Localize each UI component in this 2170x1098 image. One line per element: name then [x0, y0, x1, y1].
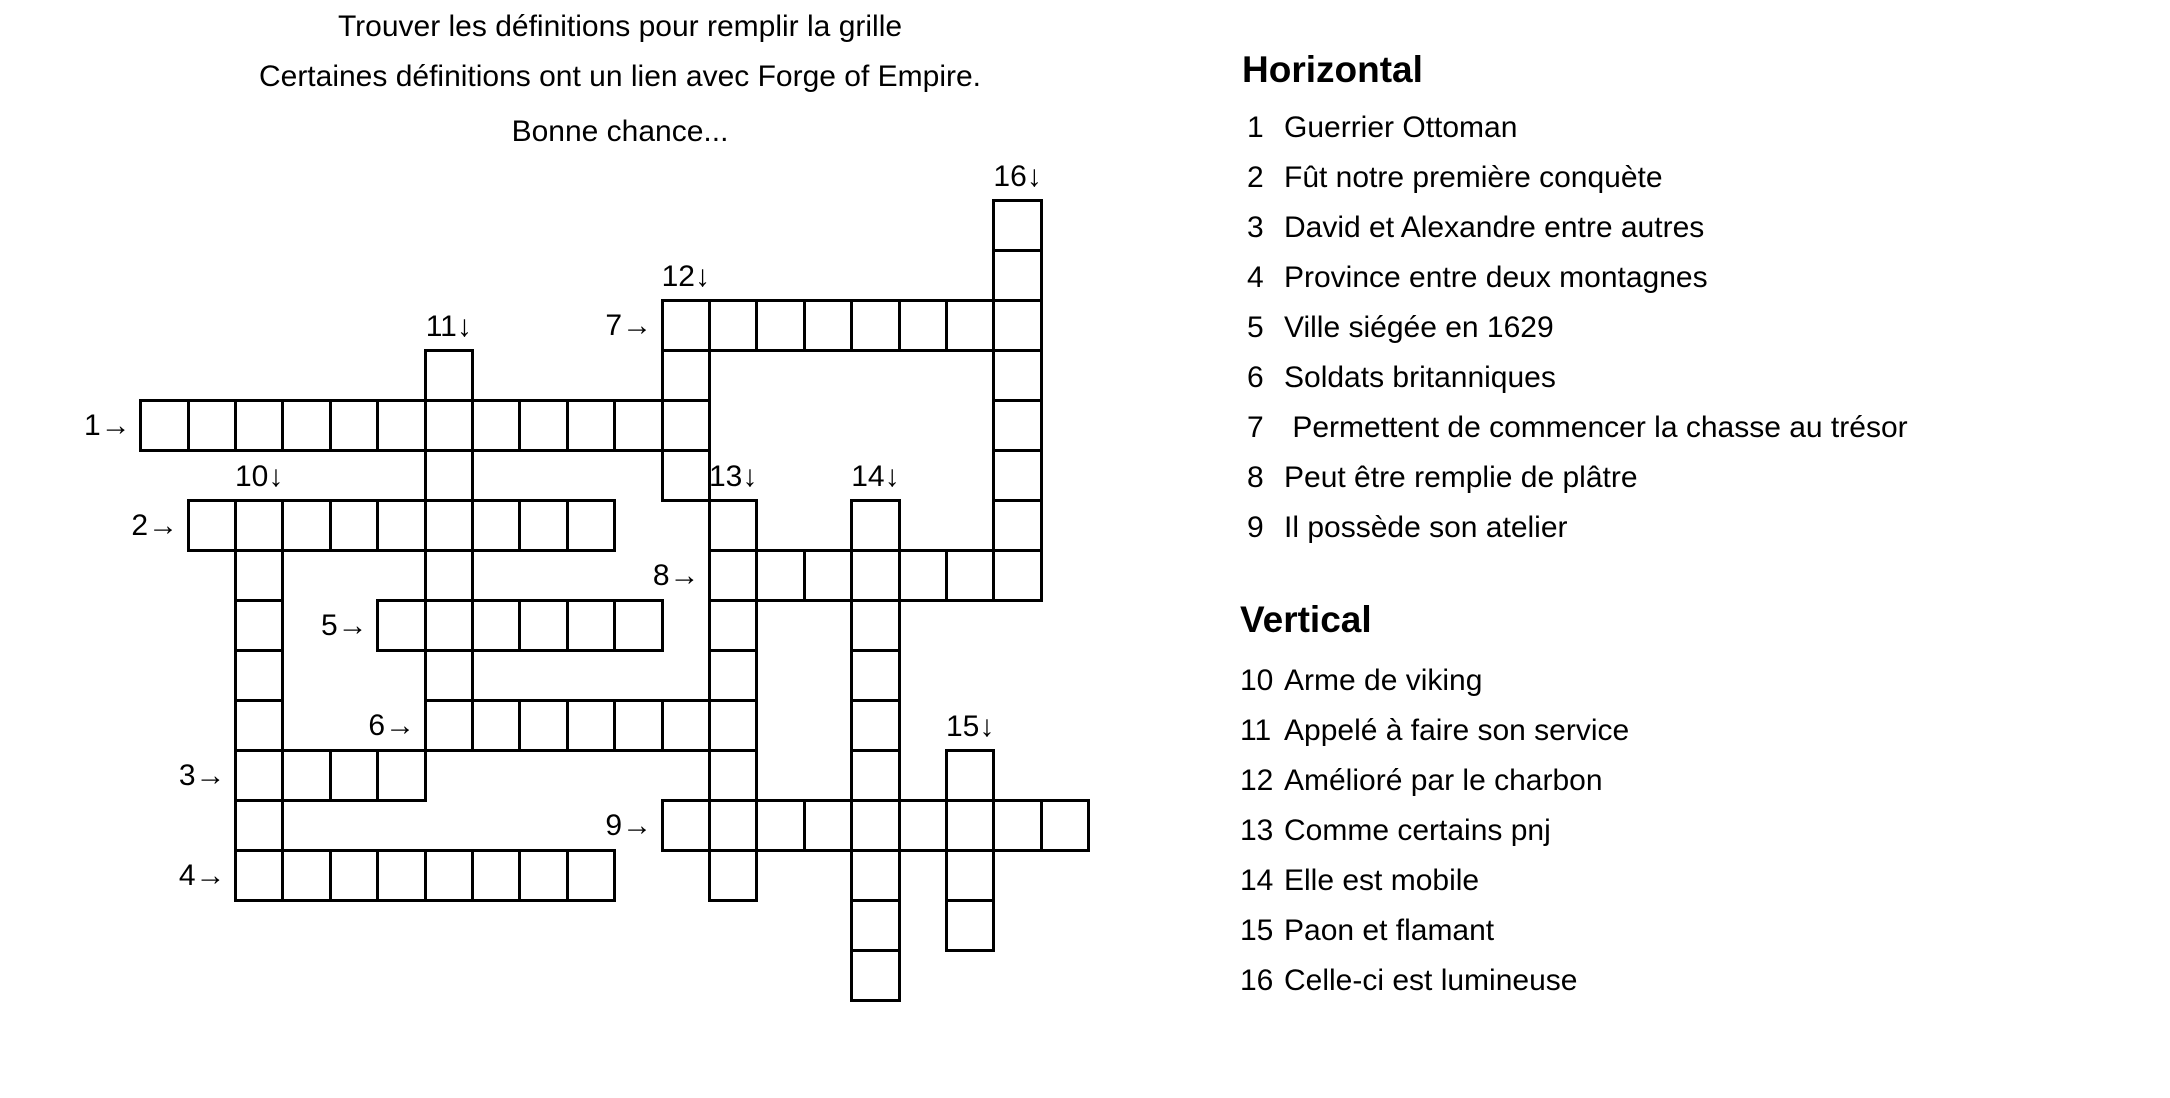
clue-text: David et Alexandre entre autres — [1284, 211, 1705, 244]
grid-cell[interactable] — [850, 649, 900, 702]
down-word-label: 16↓ — [993, 159, 1042, 193]
down-word-label: 11↓ — [425, 309, 472, 343]
across-word-label: 3→ — [178, 758, 226, 792]
grid-cell[interactable] — [471, 699, 521, 752]
clue-text: Permettent de commencer la chasse au trésor — [1284, 411, 1908, 444]
clue-item — [1240, 656, 2140, 706]
grid-cell[interactable] — [376, 599, 426, 652]
grid-cell[interactable] — [945, 849, 995, 902]
clue-number: 7 — [1247, 411, 1264, 444]
grid-cell[interactable] — [187, 499, 237, 552]
grid-cell[interactable] — [850, 899, 900, 952]
grid-cell[interactable] — [187, 399, 237, 452]
grid-cell[interactable] — [661, 299, 711, 352]
clue-number: 13 — [1240, 814, 1274, 847]
clue-text: Paon et flamant — [1284, 914, 1495, 947]
grid-cell[interactable] — [850, 299, 900, 352]
down-clues-heading: Vertical — [1240, 599, 1372, 640]
clue-item — [1240, 906, 2140, 956]
down-word-label: 13↓ — [709, 459, 758, 493]
grid-cell[interactable] — [424, 649, 474, 702]
grid-cell[interactable] — [566, 399, 616, 452]
clue-item — [1240, 503, 2140, 553]
grid-cell[interactable] — [898, 299, 948, 352]
grid-cell[interactable] — [376, 849, 426, 902]
across-word-label: 1→ — [84, 408, 131, 442]
grid-cell[interactable] — [992, 799, 1042, 852]
grid-cell[interactable] — [424, 549, 474, 602]
grid-cell[interactable] — [708, 649, 758, 702]
clue-number: 4 — [1247, 261, 1264, 294]
grid-cell[interactable] — [850, 949, 900, 1002]
clue-number: 9 — [1247, 511, 1264, 544]
grid-cell[interactable] — [708, 599, 758, 652]
grid-cell[interactable] — [613, 699, 663, 752]
grid-cell[interactable] — [850, 849, 900, 902]
grid-cell[interactable] — [471, 599, 521, 652]
across-word-label: 7→ — [605, 308, 653, 342]
grid-cell[interactable] — [850, 799, 900, 852]
grid-cell[interactable] — [424, 849, 474, 902]
grid-cell[interactable] — [234, 499, 284, 552]
clue-text: Amélioré par le charbon — [1284, 764, 1603, 797]
grid-cell[interactable] — [945, 799, 995, 852]
grid-cell[interactable] — [281, 749, 331, 802]
grid-cell[interactable] — [803, 299, 853, 352]
grid-cell[interactable] — [566, 499, 616, 552]
grid-cell[interactable] — [803, 799, 853, 852]
grid-cell[interactable] — [708, 799, 758, 852]
clue-number: 14 — [1240, 864, 1274, 897]
grid-cell[interactable] — [566, 599, 616, 652]
grid-cell[interactable] — [234, 649, 284, 702]
clue-item — [1240, 956, 2140, 1006]
grid-cell[interactable] — [992, 399, 1042, 452]
clue-number: 5 — [1247, 311, 1264, 344]
grid-cell[interactable] — [376, 749, 426, 802]
grid-cell[interactable] — [992, 549, 1042, 602]
clue-item — [1240, 203, 2140, 253]
grid-cell[interactable] — [424, 699, 474, 752]
grid-cell[interactable] — [234, 849, 284, 902]
grid-cell[interactable] — [281, 499, 331, 552]
grid-cell[interactable] — [708, 499, 758, 552]
title-line: Bonne chance... — [511, 115, 729, 148]
grid-cell[interactable] — [329, 849, 379, 902]
title-line: Trouver les définitions pour remplir la grille — [337, 10, 903, 43]
grid-cell[interactable] — [708, 749, 758, 802]
grid-cell[interactable] — [566, 849, 616, 902]
grid-cell[interactable] — [850, 549, 900, 602]
clue-number: 12 — [1240, 764, 1274, 797]
grid-cell[interactable] — [755, 299, 805, 352]
clue-item — [1240, 856, 2140, 906]
grid-cell[interactable] — [1040, 799, 1090, 852]
across-word-label: 6→ — [368, 708, 416, 742]
clue-text: Peut être remplie de plâtre — [1284, 461, 1638, 494]
across-word-label: 8→ — [652, 558, 700, 592]
grid-cell[interactable] — [945, 749, 995, 802]
clue-item — [1240, 303, 2140, 353]
grid-cell[interactable] — [992, 249, 1042, 302]
across-word-label: 4→ — [178, 858, 226, 892]
clue-text: Il possède son atelier — [1284, 511, 1568, 544]
grid-cell[interactable] — [424, 349, 474, 402]
across-word-label: 2→ — [131, 508, 179, 542]
grid-cell[interactable] — [471, 499, 521, 552]
grid-cell[interactable] — [898, 549, 948, 602]
grid-cell[interactable] — [329, 749, 379, 802]
clue-item — [1240, 253, 2140, 303]
grid-cell[interactable] — [898, 799, 948, 852]
grid-cell[interactable] — [613, 599, 663, 652]
grid-cell[interactable] — [518, 399, 568, 452]
grid-cell[interactable] — [329, 499, 379, 552]
grid-cell[interactable] — [139, 399, 189, 452]
clue-item — [1240, 806, 2140, 856]
grid-cell[interactable] — [424, 599, 474, 652]
grid-cell[interactable] — [471, 399, 521, 452]
clue-number: 3 — [1247, 211, 1264, 244]
clue-text: Soldats britanniques — [1284, 361, 1556, 394]
grid-cell[interactable] — [613, 399, 663, 452]
grid-cell[interactable] — [708, 849, 758, 902]
grid-cell[interactable] — [661, 399, 711, 452]
title-line: Certaines définitions ont un lien avec Forge of Empire. — [258, 60, 982, 93]
grid-cell[interactable] — [471, 849, 521, 902]
clue-text: Elle est mobile — [1284, 864, 1480, 897]
grid-cell[interactable] — [424, 449, 474, 502]
grid-cell[interactable] — [992, 499, 1042, 552]
grid-cell[interactable] — [518, 599, 568, 652]
grid-cell[interactable] — [661, 799, 711, 852]
puzzle-title — [140, 2, 1100, 157]
grid-cell[interactable] — [708, 299, 758, 352]
grid-cell[interactable] — [424, 399, 474, 452]
grid-cell[interactable] — [566, 699, 616, 752]
clue-text: Province entre deux montagnes — [1284, 261, 1708, 294]
grid-cell[interactable] — [708, 699, 758, 752]
clue-item — [1240, 453, 2140, 503]
grid-cell[interactable] — [850, 499, 900, 552]
clue-text: Guerrier Ottoman — [1284, 111, 1518, 144]
clue-text: Comme certains pnj — [1284, 814, 1551, 847]
down-word-label: 15↓ — [946, 709, 995, 743]
grid-cell[interactable] — [945, 299, 995, 352]
clue-item — [1240, 153, 2140, 203]
clue-item — [1240, 353, 2140, 403]
grid-cell[interactable] — [424, 499, 474, 552]
clue-item — [1240, 403, 2140, 453]
grid-cell[interactable] — [708, 549, 758, 602]
grid-cell[interactable] — [518, 499, 568, 552]
clue-number: 16 — [1240, 964, 1274, 997]
grid-cell[interactable] — [234, 399, 284, 452]
grid-cell[interactable] — [945, 549, 995, 602]
grid-cell[interactable] — [518, 699, 568, 752]
grid-cell[interactable] — [234, 549, 284, 602]
down-word-label: 10↓ — [235, 459, 284, 493]
across-word-label: 9→ — [605, 808, 653, 842]
clue-text: Arme de viking — [1284, 664, 1483, 697]
across-clues-heading: Horizontal — [1242, 49, 1423, 90]
grid-cell[interactable] — [234, 799, 284, 852]
grid-cell[interactable] — [992, 449, 1042, 502]
down-word-label: 12↓ — [661, 259, 710, 293]
clue-item — [1240, 706, 2140, 756]
down-word-label: 14↓ — [851, 459, 900, 493]
clue-item — [1240, 756, 2140, 806]
clue-item — [1240, 103, 2140, 153]
clue-number: 10 — [1240, 664, 1274, 697]
clue-text: Ville siégée en 1629 — [1284, 311, 1554, 344]
grid-cell[interactable] — [661, 699, 711, 752]
grid-cell[interactable] — [234, 749, 284, 802]
grid-cell[interactable] — [281, 399, 331, 452]
grid-cell[interactable] — [850, 749, 900, 802]
across-word-label: 5→ — [321, 608, 368, 642]
clue-number: 2 — [1247, 161, 1264, 194]
grid-cell[interactable] — [945, 899, 995, 952]
grid-cell[interactable] — [518, 849, 568, 902]
across-clues-list — [1240, 103, 2140, 553]
grid-cell[interactable] — [376, 399, 426, 452]
grid-cell[interactable] — [992, 349, 1042, 402]
clue-number: 11 — [1240, 714, 1272, 747]
grid-cell[interactable] — [850, 599, 900, 652]
grid-cell[interactable] — [850, 699, 900, 752]
down-clues-list — [1240, 656, 2140, 1006]
clue-text: Celle-ci est lumineuse — [1284, 964, 1578, 997]
clue-text: Fût notre première conquète — [1284, 161, 1663, 194]
grid-cell[interactable] — [376, 499, 426, 552]
grid-cell[interactable] — [661, 349, 711, 402]
clue-number: 1 — [1247, 111, 1264, 144]
grid-cell[interactable] — [329, 399, 379, 452]
grid-cell[interactable] — [755, 549, 805, 602]
clue-number: 15 — [1240, 914, 1274, 947]
clue-number: 6 — [1247, 361, 1264, 394]
clue-text: Appelé à faire son service — [1284, 714, 1630, 747]
grid-cell[interactable] — [992, 299, 1042, 352]
grid-cell[interactable] — [992, 199, 1042, 252]
grid-cell[interactable] — [755, 799, 805, 852]
clue-number: 8 — [1247, 461, 1264, 494]
grid-cell[interactable] — [803, 549, 853, 602]
grid-cell[interactable] — [281, 849, 331, 902]
